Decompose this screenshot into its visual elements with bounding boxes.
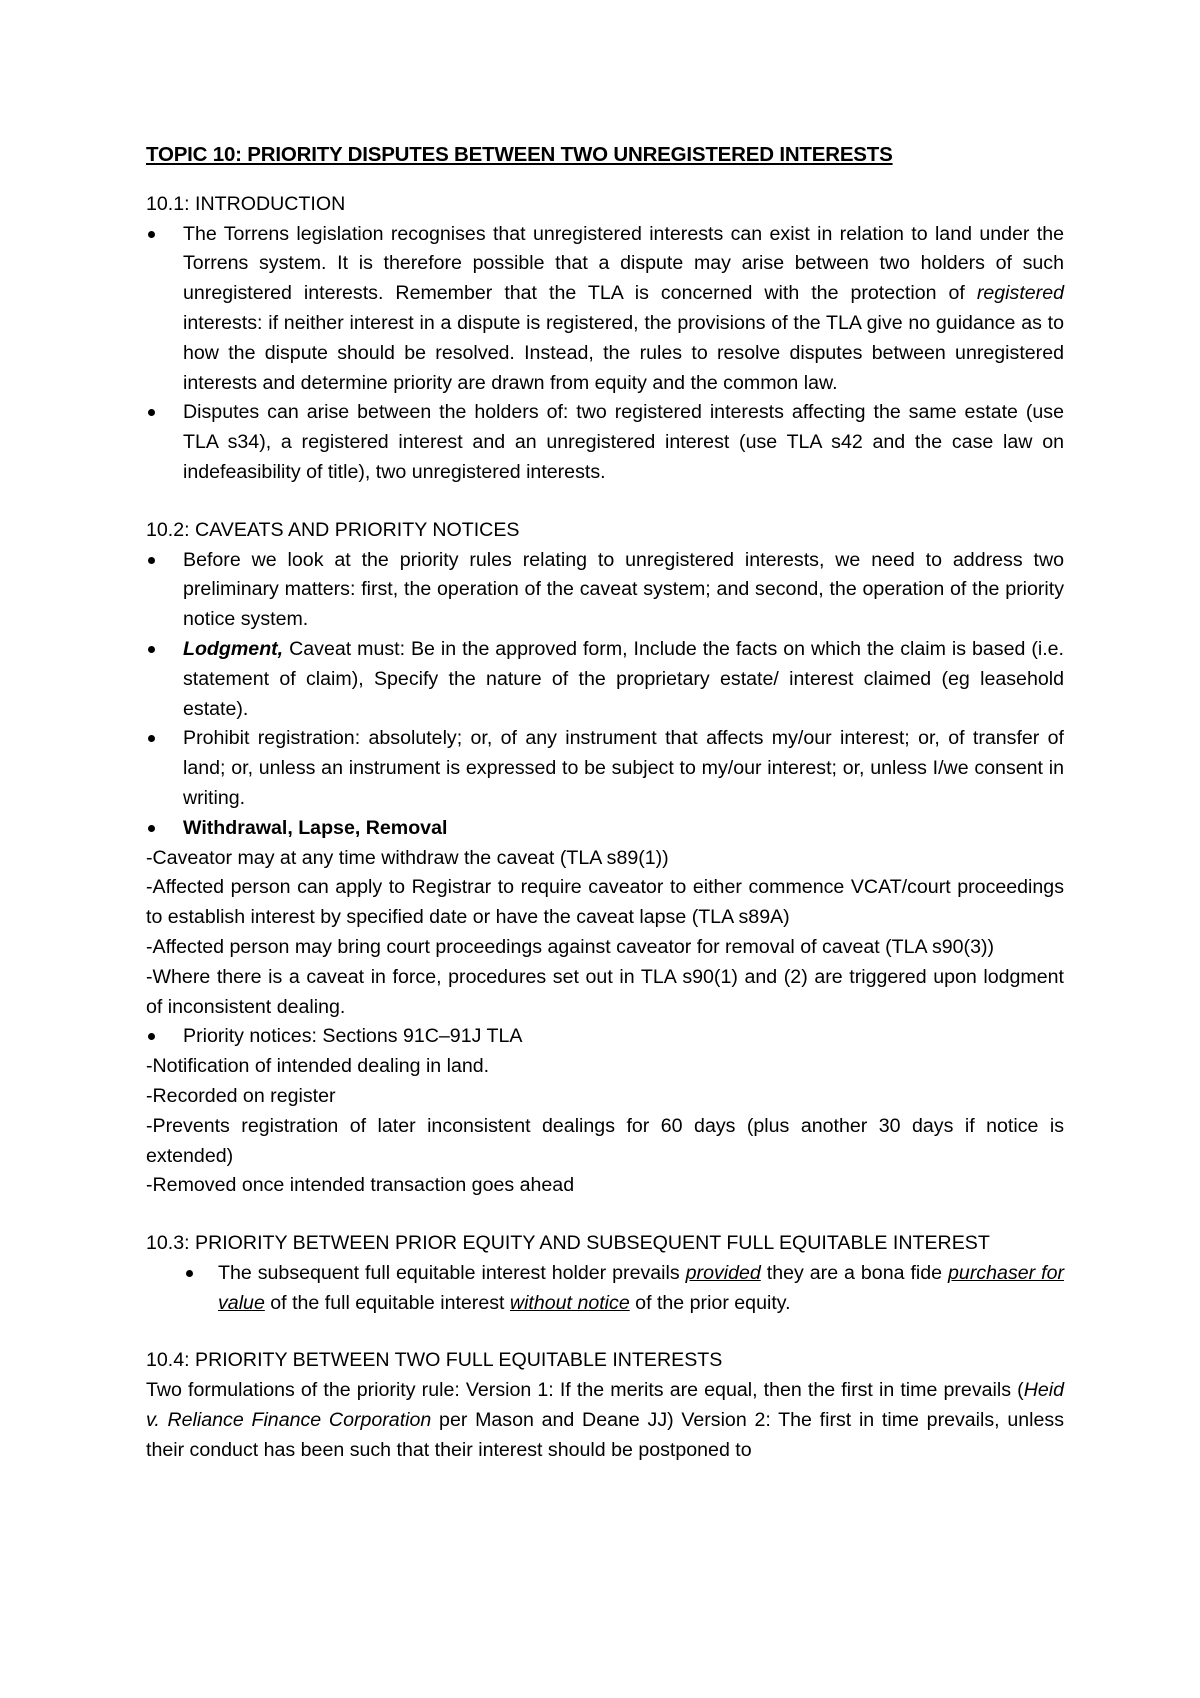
section-heading-caveats: 10.2: CAVEATS AND PRIORITY NOTICES bbox=[146, 518, 520, 541]
bullet-text: of the full equitable interest bbox=[264, 1291, 510, 1314]
document-title: TOPIC 10: PRIORITY DISPUTES BETWEEN TWO UNREGISTERED INTERESTS bbox=[146, 143, 893, 166]
dash-line: -Affected person may bring court proceedings against caveator for removal of caveat (TLA s90(3)) bbox=[146, 935, 995, 958]
paragraph bbox=[146, 1376, 1064, 1465]
paragraph-text: per Mason and Deane JJ) Version 2: The first in time prevails, unless their conduct has been such that their interest should be postponed to bbox=[146, 1409, 1064, 1461]
list-item bbox=[146, 814, 1064, 844]
spacer bbox=[146, 1318, 1064, 1346]
list-item bbox=[146, 1022, 1064, 1052]
bullet-text: Caveat must: Be in the approved form, Include the facts on which the claim is based (i.e. statement of claim), Specify the nature of the proprietary estate/ interest claimed (eg leasehold estate). bbox=[183, 637, 1064, 720]
spacer bbox=[146, 488, 1064, 516]
list-item bbox=[146, 1259, 1064, 1319]
bullet-text: of the prior equity. bbox=[629, 1291, 791, 1314]
paragraph-text: Two formulations of the priority rule: Version 1: If the merits are equal, then the first in time prevails ( bbox=[146, 1379, 1024, 1402]
section-heading-two-equitable: 10.4: PRIORITY BETWEEN TWO FULL EQUITABLE INTERESTS bbox=[146, 1349, 723, 1372]
document-page bbox=[146, 140, 1064, 1466]
emphasis-text: purchaser for value bbox=[218, 1261, 1064, 1314]
bullet-text: Prohibit registration: absolutely; or, of any instrument that affects my/our interest; or, of transfer of land; or, unless an instrument is expressed to be subject to my/our interest; or, unless I/we consent in writing. bbox=[183, 727, 1064, 809]
dash-line: -Where there is a caveat in force, procedures set out in TLA s90(1) and (2) are triggered upon lodgment of inconsistent dealing. bbox=[146, 965, 1064, 1018]
bullet-text: Before we look at the priority rules relating to unregistered interests, we need to address two preliminary matters: first, the operation of the caveat system; and second, the operation of the priority notice system. bbox=[183, 548, 1064, 631]
bullet-text: Priority notices: Sections 91C–91J TLA bbox=[183, 1025, 523, 1048]
dash-line: -Affected person can apply to Registrar to require caveator to either commence VCAT/court proceedings to establish interest by specified date or have the caveat lapse (TLA s89A) bbox=[146, 876, 1064, 929]
emphasis-text: provided bbox=[685, 1261, 761, 1284]
bullet-text: Withdrawal, Lapse, Removal bbox=[183, 816, 448, 839]
list-item bbox=[146, 398, 1064, 487]
list-item bbox=[146, 220, 1064, 399]
bullet-text: The subsequent full equitable interest holder prevails bbox=[218, 1261, 686, 1284]
emphasis-text: without notice bbox=[509, 1291, 630, 1314]
list-item bbox=[146, 546, 1064, 635]
dash-line: -Prevents registration of later inconsistent dealings for 60 days (plus another 30 days if notice is extended) bbox=[146, 1114, 1064, 1167]
section-heading-prior-equity: 10.3: PRIORITY BETWEEN PRIOR EQUITY AND SUBSEQUENT FULL EQUITABLE INTEREST bbox=[146, 1232, 990, 1255]
dash-line: -Notification of intended dealing in land. bbox=[146, 1055, 490, 1078]
emphasis-text: Lodgment, bbox=[183, 637, 284, 660]
prior-equity-bullet-list bbox=[146, 1259, 1064, 1319]
bullet-text: The Torrens legislation recognises that unregistered interests can exist in relation to land under the Torrens system. It is therefore possible that a dispute may arise between two holders of such unregistered interests. Remember that the TLA is concerned with the protection of bbox=[183, 222, 1064, 305]
introduction-bullet-list bbox=[146, 220, 1064, 488]
list-item bbox=[146, 724, 1064, 813]
dash-line: -Caveator may at any time withdraw the caveat (TLA s89(1)) bbox=[146, 846, 669, 869]
case-name: Heid v. Reliance Finance Corporation bbox=[146, 1379, 1064, 1432]
dash-line: -Removed once intended transaction goes ahead bbox=[146, 1174, 575, 1197]
section-heading-introduction: 10.1: INTRODUCTION bbox=[146, 192, 346, 215]
list-item bbox=[146, 635, 1064, 724]
bullet-text: interests: if neither interest in a dispute is registered, the provisions of the TLA give no guidance as to how the dispute should be resolved. Instead, the rules to resolve disputes between unregistered interests and determine priority are drawn from equity and the common law. bbox=[183, 311, 1064, 394]
bullet-text: Disputes can arise between the holders of: two registered interests affecting the same estate (use TLA s34), a registered interest and an unregistered interest (use TLA s42 and the case law on indefeasibility of title), two unregistered interests. bbox=[183, 401, 1064, 483]
dash-line: -Recorded on register bbox=[146, 1084, 336, 1107]
bullet-text: they are a bona fide bbox=[760, 1261, 949, 1284]
caveats-bullet-list bbox=[146, 546, 1064, 844]
priority-notices-bullet bbox=[146, 1022, 1064, 1052]
emphasis-text: registered bbox=[976, 282, 1064, 305]
spacer bbox=[146, 1201, 1064, 1229]
